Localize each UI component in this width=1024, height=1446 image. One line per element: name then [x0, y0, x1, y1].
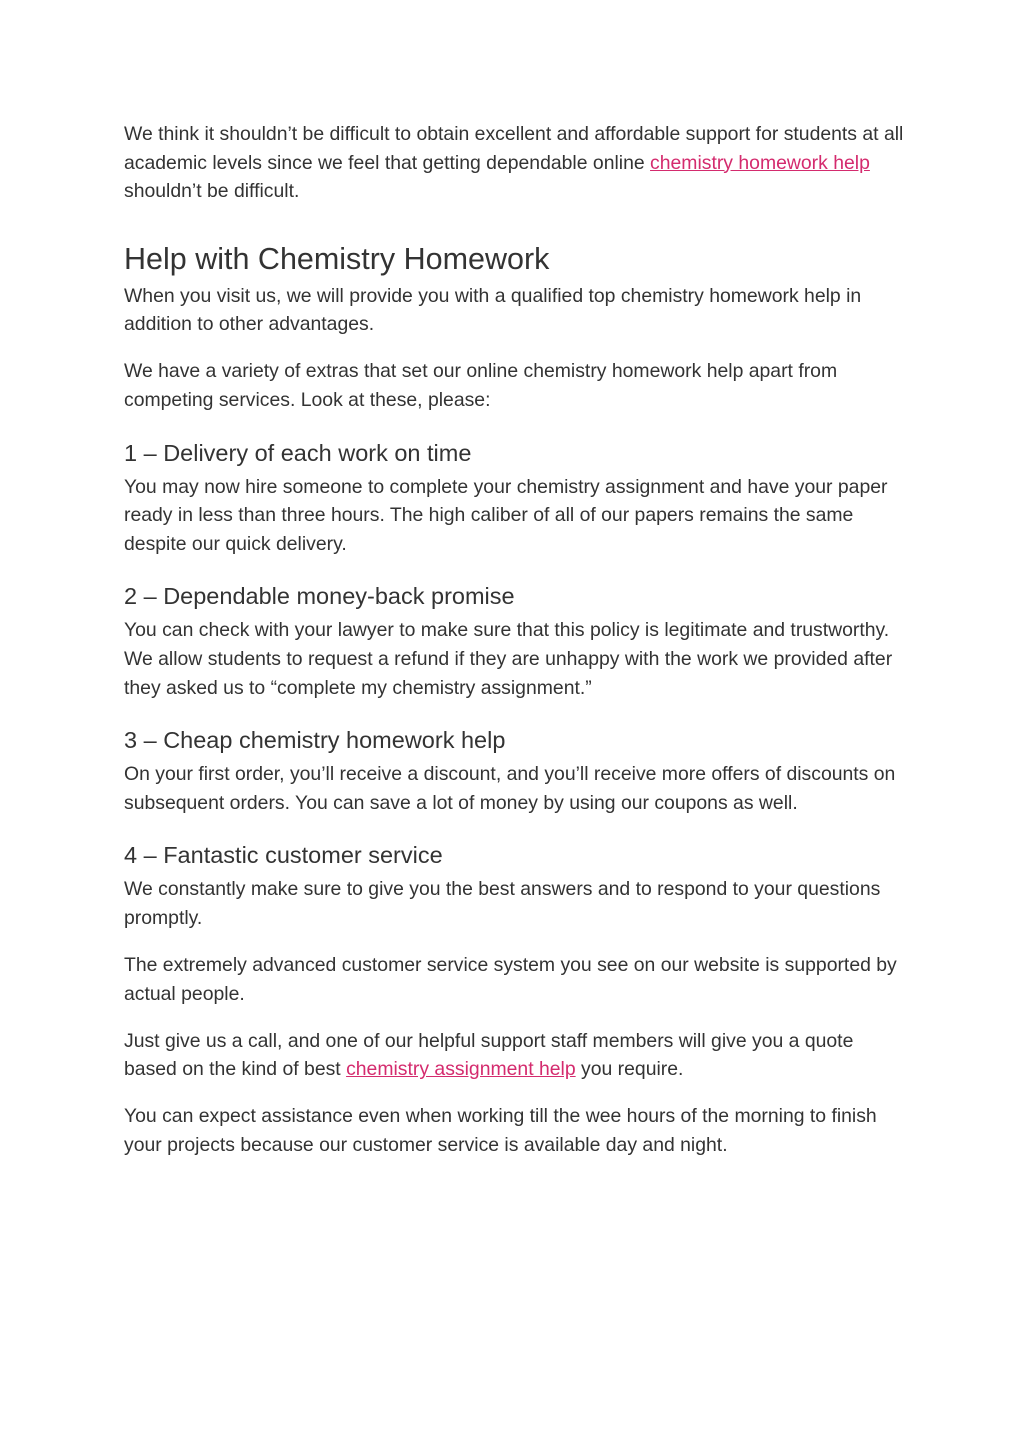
intro-paragraph	[124, 120, 904, 206]
intro-text-before: We think it shouldn’t be difficult to obtain excellent and affordable support for students at all academic levels since we feel that getting dependable online	[124, 123, 904, 174]
section-heading-3: 3 – Cheap chemistry homework help	[124, 727, 506, 754]
section-heading-1: 1 – Delivery of each work on time	[124, 439, 472, 466]
document-page	[124, 120, 904, 1160]
night-paragraph: You can expect assistance even when working till the wee hours of the morning to finish your projects because our customer service is available day and night.	[124, 1105, 877, 1157]
call-text-before: Just give us a call, and one of our helpful support staff members will give you a quote based on the kind of best	[124, 1029, 854, 1081]
section-body-1: You may now hire someone to complete your chemistry assignment and have your paper ready in less than three hours. The high caliber of all of our papers remains the same despite our quick delivery.	[124, 475, 888, 555]
section-body-3: On your first order, you’ll receive a discount, and you’ll receive more offers of discounts on subsequent orders. You can save a lot of money by using our coupons as well.	[124, 763, 896, 814]
visit-paragraph: When you visit us, we will provide you with a qualified top chemistry homework help in addition to other advantages.	[124, 284, 862, 336]
chemistry-homework-help-link[interactable]: chemistry homework help	[650, 151, 870, 174]
intro-text-after: shouldn’t be difficult.	[124, 180, 300, 203]
chemistry-assignment-help-link[interactable]: chemistry assignment help	[346, 1058, 576, 1081]
section-body-2: You can check with your lawyer to make sure that this policy is legitimate and trustworthy. We allow students to request a refund if they are unhappy with the work we provided after they asked us to “complete my chemistry assignment.”	[124, 619, 893, 699]
section-heading-2: 2 – Dependable money-back promise	[124, 583, 515, 610]
section-heading-4: 4 – Fantastic customer service	[124, 842, 443, 869]
main-heading: Help with Chemistry Homework	[124, 241, 550, 276]
extras-paragraph: We have a variety of extras that set our online chemistry homework help apart from competing services. Look at these, please:	[124, 360, 838, 412]
call-paragraph	[124, 1027, 904, 1084]
system-paragraph: The extremely advanced customer service system you see on our website is supported by actual people.	[124, 954, 897, 1005]
section-body-4: We constantly make sure to give you the best answers and to respond to your questions promptly.	[124, 878, 881, 929]
call-text-after: you require.	[575, 1058, 684, 1081]
